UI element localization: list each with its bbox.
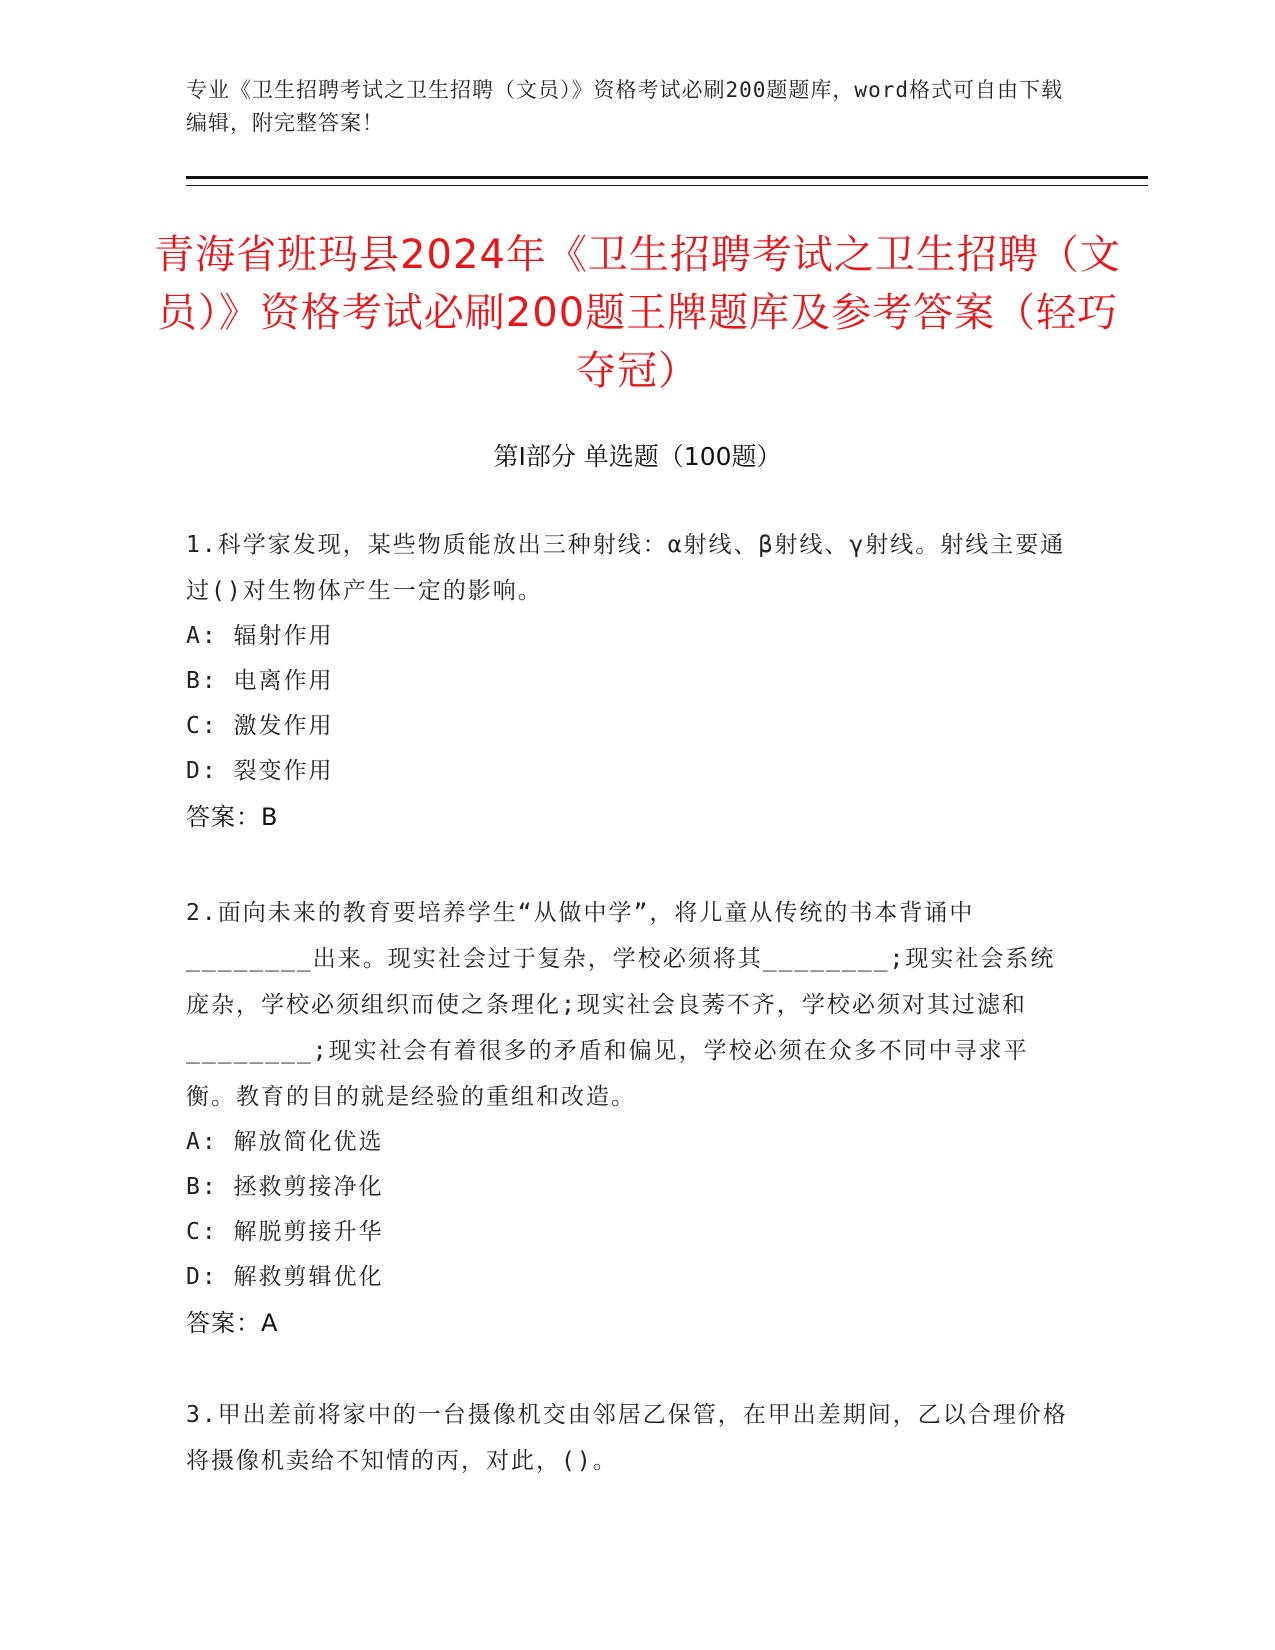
option-c: C: 激发作用 xyxy=(186,713,334,739)
option-a: A: 辐射作用 xyxy=(186,623,334,649)
option-a: A: 解放简化优选 xyxy=(186,1129,384,1155)
question-3 xyxy=(186,1392,1076,1484)
option-c: C: 解脱剪接升华 xyxy=(186,1219,384,1245)
question-2 xyxy=(186,890,1076,1346)
option-d: D: 裂变作用 xyxy=(186,758,334,784)
option-b: B: 拯救剪接净化 xyxy=(186,1174,384,1200)
option-b: B: 电离作用 xyxy=(186,668,334,694)
question-stem: 1.科学家发现，某些物质能放出三种射线：α射线、β射线、γ射线。射线主要通过()对生物体产生一定的影响。 xyxy=(186,532,1066,604)
question-stem: 2.面向未来的教育要培养学生“从做中学”，将儿童从传统的书本背诵中________出来。现实社会过于复杂，学校必须将其________;现实社会系统庞杂，学校必须组织而使之条理化;现实社会良莠不齐，学校必须对其过滤和________;现实社会有着很多的矛盾和偏见，学校必须在众多不同中寻求平衡。教育的目的就是经验的重组和改造。 xyxy=(186,900,1056,1110)
header-note: 专业《卫生招聘考试之卫生招聘（文员）》资格考试必刷200题题库，word格式可自由下载编辑，附完整答案！ xyxy=(186,78,1063,135)
question-stem: 3.甲出差前将家中的一台摄像机交由邻居乙保管，在甲出差期间，乙以合理价格将摄像机卖给不知情的丙，对此，()。 xyxy=(186,1402,1068,1474)
document-title: 青海省班玛县2024年《卫生招聘考试之卫生招聘（文员）》资格考试必刷200题王牌题库及参考答案（轻巧夺冠） xyxy=(154,232,1121,394)
answer: 答案：A xyxy=(186,1309,279,1337)
question-1 xyxy=(186,522,1076,840)
option-d: D: 解救剪辑优化 xyxy=(186,1264,384,1290)
header-divider-thick xyxy=(186,176,1148,179)
section-heading: 第Ⅰ部分 单选题（100题） xyxy=(493,442,782,471)
header-divider-thin xyxy=(186,185,1148,186)
answer: 答案：B xyxy=(186,803,279,831)
